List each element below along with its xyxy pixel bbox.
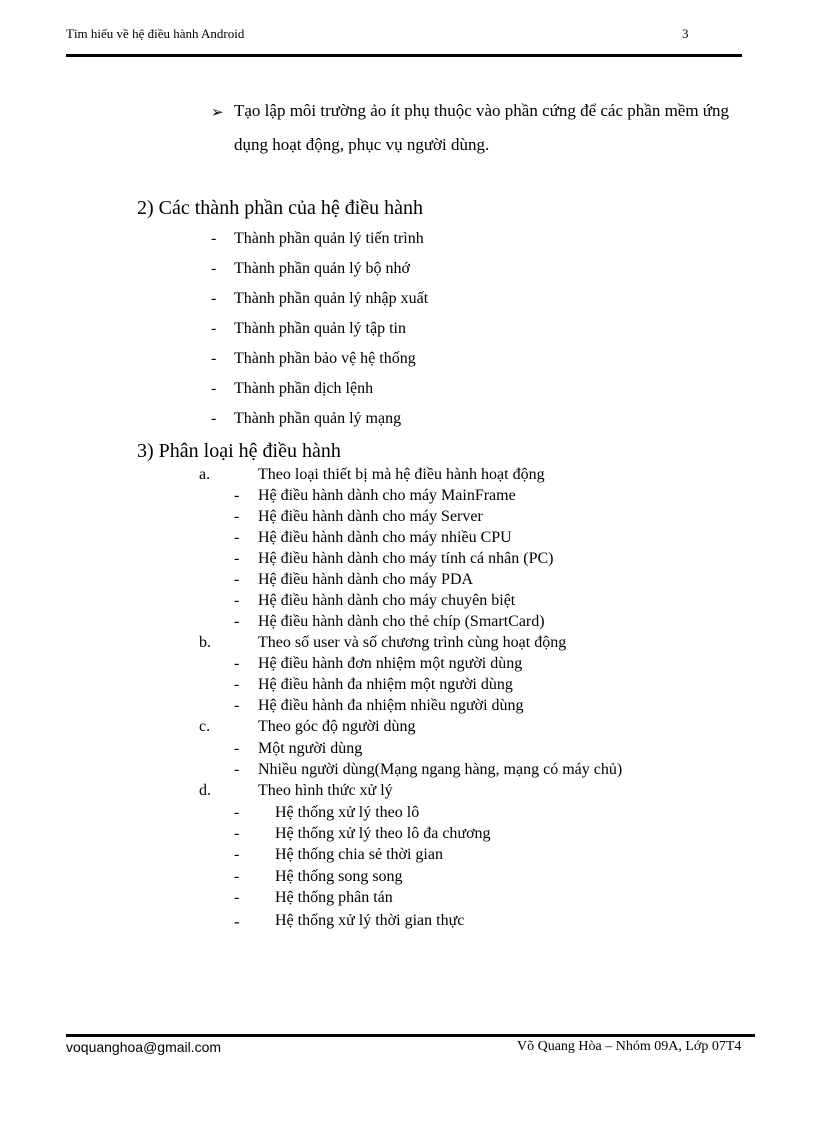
list-item: Thành phần quản lý bộ nhớ bbox=[234, 260, 410, 277]
list-item: Hệ điều hành đơn nhiệm một người dùng bbox=[258, 655, 523, 672]
footer-email: voquanghoa@gmail.com bbox=[66, 1039, 222, 1055]
footer-rule bbox=[66, 1034, 755, 1037]
list-item: Hệ thống xử lý theo lô đa chương bbox=[275, 825, 491, 842]
list-dash: - bbox=[211, 290, 217, 307]
list-dash: - bbox=[234, 889, 240, 906]
group-letter-c: c. bbox=[199, 718, 211, 735]
list-item: Hệ thống chia sẻ thời gian bbox=[275, 846, 443, 863]
list-dash: - bbox=[211, 260, 217, 277]
list-item: Hệ điều hành dành cho máy chuyên biệt bbox=[258, 592, 516, 609]
list-dash: - bbox=[234, 676, 240, 693]
list-item: Hệ điều hành đa nhiệm một người dùng bbox=[258, 676, 513, 693]
list-item: Hệ điều hành dành cho thẻ chíp (SmartCard) bbox=[258, 613, 545, 630]
list-item: Thành phần quản lý mạng bbox=[234, 410, 402, 427]
header-title: Tìm hiểu về hệ điều hành Android bbox=[66, 26, 245, 41]
list-item: Thành phần bảo vệ hệ thống bbox=[234, 350, 416, 367]
list-item: Nhiều người dùng(Mạng ngang hàng, mạng có máy chủ) bbox=[258, 761, 623, 778]
section-3-title: 3) Phân loại hệ điều hành bbox=[137, 440, 341, 462]
list-dash: - bbox=[234, 655, 240, 672]
list-item: Hệ thống xử lý thời gian thực bbox=[275, 912, 465, 929]
list-item: Hệ điều hành dành cho máy nhiều CPU bbox=[258, 529, 512, 546]
list-dash: - bbox=[234, 487, 240, 504]
list-dash: - bbox=[234, 613, 240, 630]
list-dash: - bbox=[234, 804, 240, 821]
list-item: Hệ điều hành dành cho máy Server bbox=[258, 508, 483, 525]
list-dash: - bbox=[234, 529, 240, 546]
group-heading-d: Theo hình thức xử lý bbox=[258, 782, 393, 799]
list-item: Hệ điều hành dành cho máy tính cá nhân (PC) bbox=[258, 550, 554, 567]
list-dash: - bbox=[234, 825, 240, 842]
list-item: Thành phần quản lý tiến trình bbox=[234, 230, 424, 247]
list-dash: - bbox=[211, 350, 217, 367]
list-dash: - bbox=[234, 912, 240, 931]
header-rule bbox=[66, 54, 742, 57]
list-item: Hệ điều hành đa nhiệm nhiều người dùng bbox=[258, 697, 524, 714]
group-heading-c: Theo góc độ người dùng bbox=[258, 718, 416, 735]
list-item: Hệ thống xử lý theo lô bbox=[275, 804, 420, 821]
list-dash: - bbox=[211, 380, 217, 397]
list-dash: - bbox=[234, 761, 240, 778]
list-dash: - bbox=[234, 868, 240, 885]
list-dash: - bbox=[234, 508, 240, 525]
list-item: Thành phần quản lý tập tin bbox=[234, 320, 406, 337]
list-dash: - bbox=[234, 697, 240, 714]
group-letter-a: a. bbox=[199, 466, 211, 483]
list-item: Thành phần dịch lệnh bbox=[234, 380, 374, 397]
list-dash: - bbox=[234, 550, 240, 567]
group-letter-b: b. bbox=[199, 634, 211, 651]
page-number: 3 bbox=[682, 26, 689, 41]
list-dash: - bbox=[234, 740, 240, 757]
list-dash: - bbox=[211, 320, 217, 337]
list-dash: - bbox=[211, 230, 217, 247]
list-dash: - bbox=[211, 410, 217, 427]
group-heading-b: Theo số user và số chương trình cùng hoạt động bbox=[258, 634, 567, 651]
list-item: Hệ điều hành dành cho máy MainFrame bbox=[258, 487, 516, 504]
list-item: Hệ điều hành dành cho máy PDA bbox=[258, 571, 474, 588]
list-item: Thành phần quản lý nhập xuất bbox=[234, 290, 429, 307]
list-dash: - bbox=[234, 571, 240, 588]
group-letter-d: d. bbox=[199, 782, 211, 799]
list-item: Hệ thống song song bbox=[275, 868, 403, 885]
arrow-bullet-icon: ➢ bbox=[211, 105, 224, 121]
list-dash: - bbox=[234, 846, 240, 863]
group-heading-a: Theo loại thiết bị mà hệ điều hành hoạt động bbox=[258, 466, 545, 483]
intro-line-1: Tạo lập môi trường ảo ít phụ thuộc vào phần cứng để các phần mềm ứng bbox=[234, 101, 730, 120]
list-item: Một người dùng bbox=[258, 740, 363, 757]
intro-line-2: dụng hoạt động, phục vụ người dùng. bbox=[234, 135, 490, 154]
list-item: Hệ thống phân tán bbox=[275, 889, 393, 906]
section-2-title: 2) Các thành phần của hệ điều hành bbox=[137, 197, 424, 219]
footer-author: Võ Quang Hòa – Nhóm 09A, Lớp 07T4 bbox=[517, 1039, 742, 1054]
list-dash: - bbox=[234, 592, 240, 609]
